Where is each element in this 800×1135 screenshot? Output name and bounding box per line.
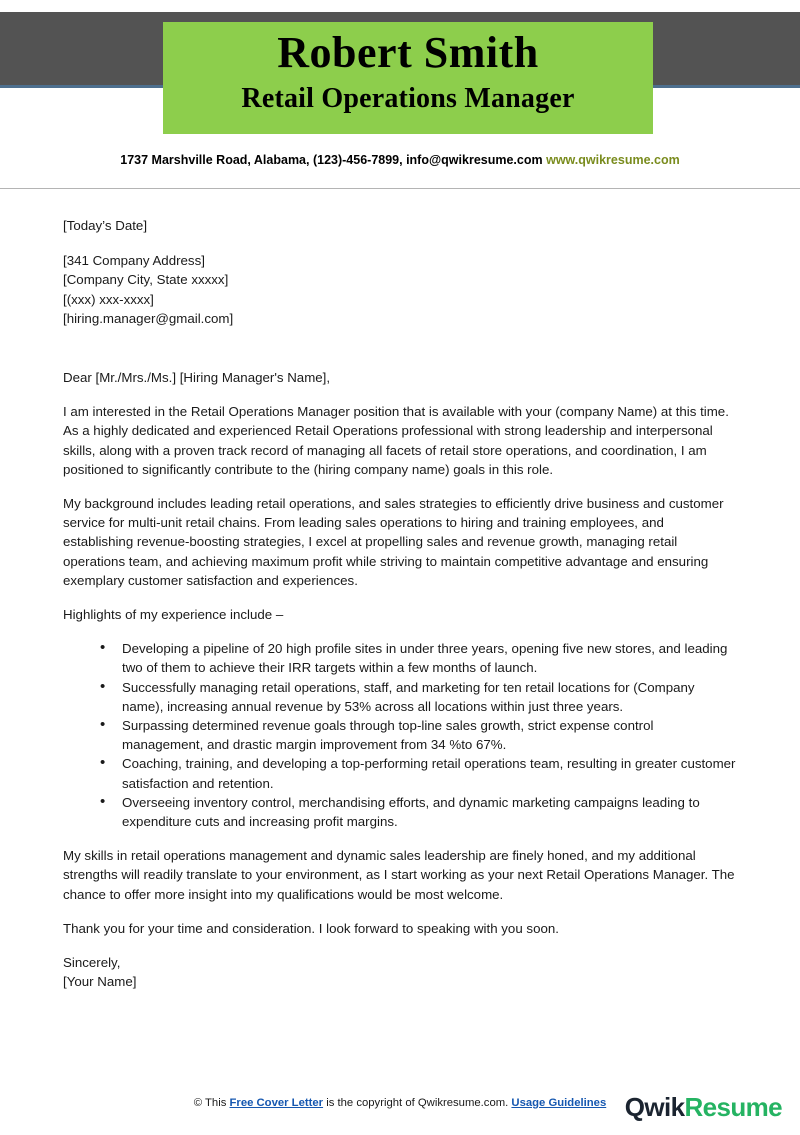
document-header bbox=[0, 0, 800, 190]
body-paragraph-1: I am interested in the Retail Operations Manager position that is available with your (company Name) at this time. As a highly dedicated and experienced Retail Operations professional with strong leadership and interpersonal skills, along with a proven track record of managing all facets of retail store operations, and coordination, I am positioned to significantly contribute to the (hiring company name) goals in this role. bbox=[63, 404, 729, 477]
logo-text-resume: Resume bbox=[684, 1092, 782, 1122]
list-item: • Overseeing inventory control, merchandising efforts, and dynamic marketing campaigns leading to expenditure cuts and increasing profit margins. bbox=[100, 793, 737, 831]
contact-line bbox=[0, 152, 800, 168]
address-line: [Company City, State xxxxx] bbox=[63, 272, 229, 288]
contact-website[interactable]: www.qwikresume.com bbox=[546, 153, 680, 167]
body-paragraph-4: Thank you for your time and consideration. I look forward to speaking with you soon. bbox=[63, 920, 559, 936]
document-footer bbox=[0, 1090, 800, 1135]
address-line: [(xxx) xxx-xxxx] bbox=[63, 291, 154, 307]
letter-body bbox=[63, 216, 737, 992]
recipient-address-block bbox=[63, 251, 737, 328]
address-line: [341 Company Address] bbox=[63, 253, 205, 269]
logo-text-qwik: Qwik bbox=[624, 1092, 685, 1122]
qwikresume-logo[interactable] bbox=[625, 1091, 782, 1123]
free-cover-letter-link[interactable]: Free Cover Letter bbox=[229, 1097, 324, 1109]
body-paragraph-2: My background includes leading retail operations, and sales strategies to efficiently drive business and customer service for multi-unit retail chains. From leading sales operations to hiring and training employees, and establishing revenue-boosting strategies, I excel at propelling sales and revenue growth, managing retail operations team, and achieving maximum profit while striving to maintain competitive advantage and ensuring exemplary customer satisfaction and experiences. bbox=[63, 496, 724, 588]
list-item: • Surpassing determined revenue goals through top-line sales growth, strict expense control management, and drastic margin improvement from 34 %to 67%. bbox=[100, 716, 737, 754]
closing-salutation: Sincerely, bbox=[63, 955, 121, 971]
highlights-list bbox=[63, 639, 737, 831]
address-line: [hiring.manager@gmail.com] bbox=[63, 310, 234, 326]
name-title-block bbox=[163, 22, 653, 134]
candidate-job-title: Retail Operations Manager bbox=[241, 83, 575, 114]
header-divider-rule bbox=[0, 188, 800, 189]
list-item: • Successfully managing retail operations, staff, and marketing for ten retail locations for (Company name), increasing annual revenue by 53% across all locations within just three years. bbox=[100, 678, 737, 716]
list-item: • Coaching, training, and developing a top-performing retail operations team, resulting in greater customer satisfaction and retention. bbox=[100, 754, 737, 792]
usage-guidelines-link[interactable]: Usage Guidelines bbox=[511, 1097, 607, 1109]
copyright-middle: is the copyright of Qwikresume.com. bbox=[323, 1097, 512, 1109]
body-paragraph-3: My skills in retail operations management and dynamic sales leadership are finely honed, and my additional strengths will readily translate to your environment, as I start working as your next Retail Operations Manager. The chance to offer more insight into my qualifications would be most welcome. bbox=[63, 848, 735, 902]
signature-block bbox=[63, 953, 737, 991]
highlights-intro: Highlights of my experience include – bbox=[63, 607, 284, 623]
letter-date: [Today’s Date] bbox=[63, 218, 148, 233]
copyright-prefix: © This bbox=[193, 1097, 230, 1109]
signature-name: [Your Name] bbox=[63, 974, 137, 990]
candidate-name: Robert Smith bbox=[277, 28, 539, 77]
list-item: • Developing a pipeline of 20 high profile sites in under three years, opening five new stores, and leading two of them to achieve their IRR targets within a few months of launch. bbox=[100, 639, 737, 677]
salutation: Dear [Mr./Mrs./Ms.] [Hiring Manager's Name], bbox=[63, 370, 331, 386]
contact-details: 1737 Marshville Road, Alabama, (123)-456-7899, info@qwikresume.com bbox=[120, 153, 543, 167]
